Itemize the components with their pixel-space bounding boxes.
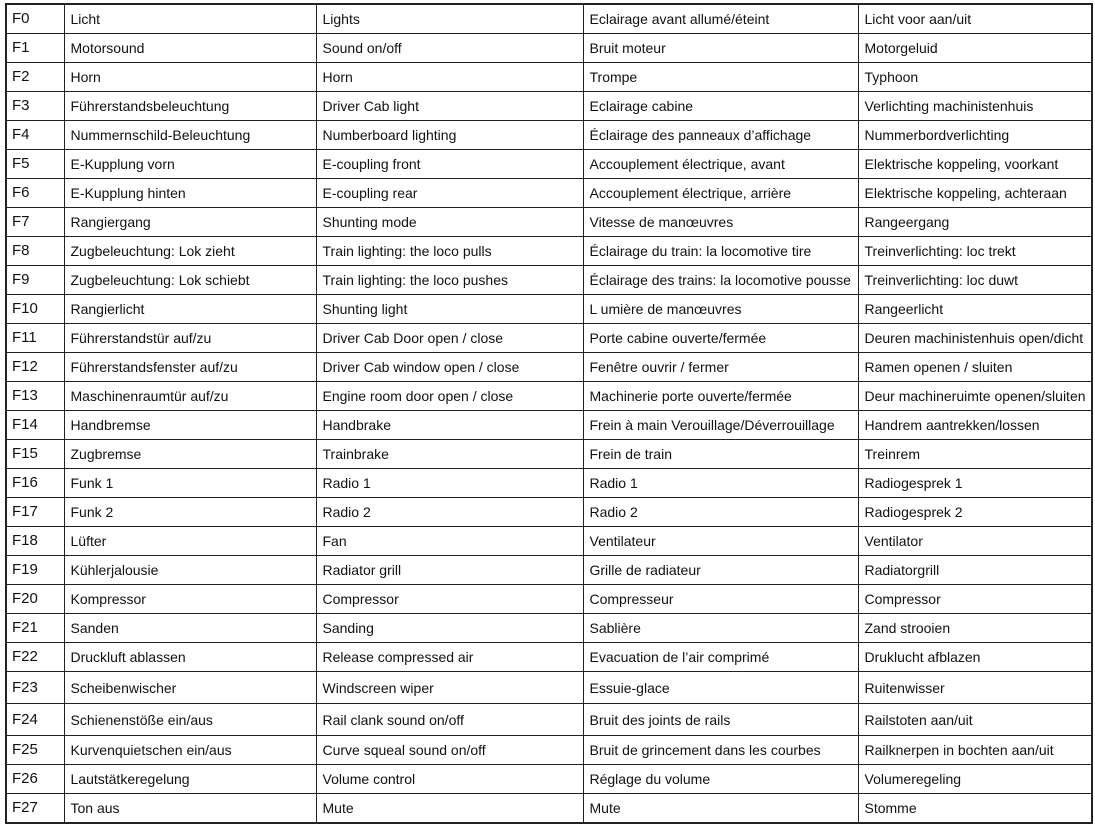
label-dutch: Treinverlichting: loc duwt	[858, 266, 1092, 295]
label-dutch: Volumeregeling	[858, 765, 1092, 794]
label-dutch: Ramen openen / sluiten	[858, 353, 1092, 382]
label-french: Mute	[583, 794, 858, 824]
label-dutch: Rangeergang	[858, 208, 1092, 237]
label-english: Volume control	[316, 765, 583, 794]
function-key: F4	[6, 121, 64, 150]
label-french: Grille de radiateur	[583, 556, 858, 585]
label-german: Lüfter	[64, 527, 316, 556]
label-english: Shunting mode	[316, 208, 583, 237]
label-dutch: Typhoon	[858, 63, 1092, 92]
function-key: F22	[6, 643, 64, 672]
table-row	[6, 704, 1092, 736]
table-row	[6, 556, 1092, 585]
label-english: Radiator grill	[316, 556, 583, 585]
function-key: F20	[6, 585, 64, 614]
function-key: F5	[6, 150, 64, 179]
label-german: Zugbeleuchtung: Lok schiebt	[64, 266, 316, 295]
table-row	[6, 63, 1092, 92]
label-french: Accouplement électrique, avant	[583, 150, 858, 179]
table-row	[6, 614, 1092, 643]
table-row	[6, 672, 1092, 704]
label-english: Lights	[316, 4, 583, 34]
label-french: Bruit moteur	[583, 34, 858, 63]
label-dutch: Radiatorgrill	[858, 556, 1092, 585]
label-english: Numberboard lighting	[316, 121, 583, 150]
label-german: Schienenstöße ein/aus	[64, 704, 316, 736]
table-row	[6, 736, 1092, 765]
label-french: Bruit de grincement dans les courbes	[583, 736, 858, 765]
table-row	[6, 324, 1092, 353]
label-english: Rail clank sound on/off	[316, 704, 583, 736]
label-dutch: Rangeerlicht	[858, 295, 1092, 324]
label-german: Sanden	[64, 614, 316, 643]
function-key: F25	[6, 736, 64, 765]
table-row	[6, 4, 1092, 34]
label-english: Handbrake	[316, 411, 583, 440]
function-key: F0	[6, 4, 64, 34]
label-french: Essuie-glace	[583, 672, 858, 704]
table-row	[6, 34, 1092, 63]
function-key: F9	[6, 266, 64, 295]
label-english: Shunting light	[316, 295, 583, 324]
label-german: Licht	[64, 4, 316, 34]
function-key: F17	[6, 498, 64, 527]
label-german: Führerstandsbeleuchtung	[64, 92, 316, 121]
label-german: Funk 1	[64, 469, 316, 498]
table-row	[6, 92, 1092, 121]
label-french: Eclairage cabine	[583, 92, 858, 121]
function-table	[5, 3, 1093, 824]
label-french: Trompe	[583, 63, 858, 92]
label-german: Kurvenquietschen ein/aus	[64, 736, 316, 765]
table-row	[6, 469, 1092, 498]
label-german: Druckluft ablassen	[64, 643, 316, 672]
label-french: Radio 2	[583, 498, 858, 527]
label-german: Rangiergang	[64, 208, 316, 237]
label-german: Kompressor	[64, 585, 316, 614]
function-key: F10	[6, 295, 64, 324]
label-dutch: Stomme	[858, 794, 1092, 824]
label-german: E-Kupplung vorn	[64, 150, 316, 179]
function-key: F11	[6, 324, 64, 353]
table-row	[6, 527, 1092, 556]
function-key: F14	[6, 411, 64, 440]
label-french: Evacuation de l’air comprimé	[583, 643, 858, 672]
label-dutch: Zand strooien	[858, 614, 1092, 643]
label-german: Kühlerjalousie	[64, 556, 316, 585]
label-german: Ton aus	[64, 794, 316, 824]
label-french: Radio 1	[583, 469, 858, 498]
label-dutch: Railknerpen in bochten aan/uit	[858, 736, 1092, 765]
label-french: Réglage du volume	[583, 765, 858, 794]
table-row	[6, 794, 1092, 824]
label-english: Train lighting: the loco pulls	[316, 237, 583, 266]
label-english: Train lighting: the loco pushes	[316, 266, 583, 295]
table-row	[6, 295, 1092, 324]
function-key: F8	[6, 237, 64, 266]
table-row	[6, 179, 1092, 208]
label-dutch: Ruitenwisser	[858, 672, 1092, 704]
label-dutch: Handrem aantrekken/lossen	[858, 411, 1092, 440]
label-french: Fenêtre ouvrir / fermer	[583, 353, 858, 382]
label-french: Éclairage des trains: la locomotive pousse	[583, 266, 858, 295]
function-key: F12	[6, 353, 64, 382]
table-row	[6, 585, 1092, 614]
table-row	[6, 440, 1092, 469]
label-german: Scheibenwischer	[64, 672, 316, 704]
label-french: Machinerie porte ouverte/fermée	[583, 382, 858, 411]
label-german: Führerstandstür auf/zu	[64, 324, 316, 353]
label-dutch: Motorgeluid	[858, 34, 1092, 63]
label-german: Handbremse	[64, 411, 316, 440]
label-english: Sanding	[316, 614, 583, 643]
label-german: Führerstandsfenster auf/zu	[64, 353, 316, 382]
table-row	[6, 411, 1092, 440]
label-dutch: Deuren machinistenhuis open/dicht	[858, 324, 1092, 353]
table-row	[6, 498, 1092, 527]
function-key: F2	[6, 63, 64, 92]
label-french: Frein à main Verouillage/Déverrouillage	[583, 411, 858, 440]
function-key: F6	[6, 179, 64, 208]
label-french: Bruit des joints de rails	[583, 704, 858, 736]
label-dutch: Deur machineruimte openen/sluiten	[858, 382, 1092, 411]
label-french: L umière de manœuvres	[583, 295, 858, 324]
function-key: F19	[6, 556, 64, 585]
label-english: Fan	[316, 527, 583, 556]
label-english: Driver Cab window open / close	[316, 353, 583, 382]
label-french: Vitesse de manœuvres	[583, 208, 858, 237]
label-french: Eclairage avant allumé/éteint	[583, 4, 858, 34]
label-german: Maschinenraumtür auf/zu	[64, 382, 316, 411]
label-german: Motorsound	[64, 34, 316, 63]
label-french: Compresseur	[583, 585, 858, 614]
label-english: Radio 2	[316, 498, 583, 527]
table-row	[6, 237, 1092, 266]
label-english: Sound on/off	[316, 34, 583, 63]
table-row	[6, 208, 1092, 237]
function-key: F21	[6, 614, 64, 643]
label-dutch: Compressor	[858, 585, 1092, 614]
label-german: Zugbeleuchtung: Lok zieht	[64, 237, 316, 266]
label-french: Sablière	[583, 614, 858, 643]
label-english: Driver Cab light	[316, 92, 583, 121]
label-dutch: Elektrische koppeling, achteraan	[858, 179, 1092, 208]
label-dutch: Railstoten aan/uit	[858, 704, 1092, 736]
label-french: Accouplement électrique, arrière	[583, 179, 858, 208]
table-row	[6, 643, 1092, 672]
function-key: F7	[6, 208, 64, 237]
label-english: Horn	[316, 63, 583, 92]
label-dutch: Radiogesprek 1	[858, 469, 1092, 498]
function-key: F27	[6, 794, 64, 824]
label-english: Windscreen wiper	[316, 672, 583, 704]
function-key: F13	[6, 382, 64, 411]
label-dutch: Licht voor aan/uit	[858, 4, 1092, 34]
label-french: Porte cabine ouverte/fermée	[583, 324, 858, 353]
label-french: Ventilateur	[583, 527, 858, 556]
function-key: F18	[6, 527, 64, 556]
label-german: Zugbremse	[64, 440, 316, 469]
label-dutch: Ventilator	[858, 527, 1092, 556]
function-key: F1	[6, 34, 64, 63]
label-english: Curve squeal sound on/off	[316, 736, 583, 765]
function-key: F23	[6, 672, 64, 704]
label-french: Frein de train	[583, 440, 858, 469]
label-english: Engine room door open / close	[316, 382, 583, 411]
label-english: Trainbrake	[316, 440, 583, 469]
label-german: Nummernschild-Beleuchtung	[64, 121, 316, 150]
table-row	[6, 150, 1092, 179]
label-english: E-coupling rear	[316, 179, 583, 208]
table-row	[6, 353, 1092, 382]
function-key: F24	[6, 704, 64, 736]
label-german: Rangierlicht	[64, 295, 316, 324]
label-dutch: Treinverlichting: loc trekt	[858, 237, 1092, 266]
label-french: Éclairage du train: la locomotive tire	[583, 237, 858, 266]
function-key: F16	[6, 469, 64, 498]
label-dutch: Elektrische koppeling, voorkant	[858, 150, 1092, 179]
table-row	[6, 382, 1092, 411]
label-german: E-Kupplung hinten	[64, 179, 316, 208]
function-table-body	[6, 4, 1092, 823]
table-row	[6, 765, 1092, 794]
function-key: F3	[6, 92, 64, 121]
label-dutch: Treinrem	[858, 440, 1092, 469]
label-english: Release compressed air	[316, 643, 583, 672]
label-english: Radio 1	[316, 469, 583, 498]
label-english: Driver Cab Door open / close	[316, 324, 583, 353]
label-french: Éclairage des panneaux d’affichage	[583, 121, 858, 150]
label-english: E-coupling front	[316, 150, 583, 179]
function-key: F15	[6, 440, 64, 469]
label-dutch: Verlichting machinistenhuis	[858, 92, 1092, 121]
table-row	[6, 121, 1092, 150]
function-key: F26	[6, 765, 64, 794]
label-german: Lautstätkeregelung	[64, 765, 316, 794]
label-dutch: Radiogesprek 2	[858, 498, 1092, 527]
label-dutch: Druklucht afblazen	[858, 643, 1092, 672]
label-english: Compressor	[316, 585, 583, 614]
label-dutch: Nummerbordverlichting	[858, 121, 1092, 150]
label-german: Funk 2	[64, 498, 316, 527]
label-english: Mute	[316, 794, 583, 824]
label-german: Horn	[64, 63, 316, 92]
table-row	[6, 266, 1092, 295]
